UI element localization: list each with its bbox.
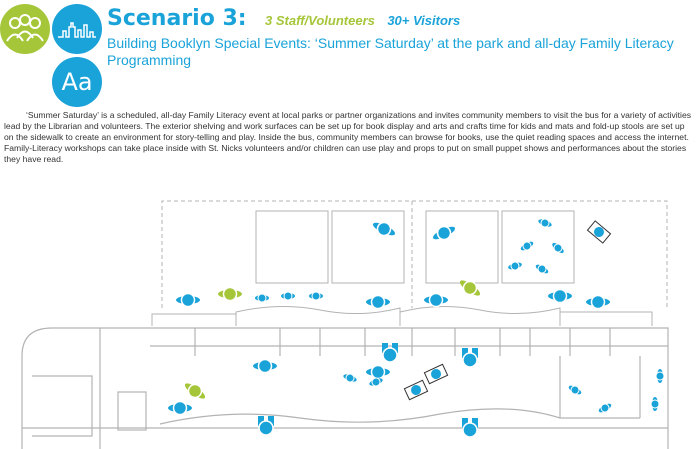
exterior-people: [176, 217, 611, 309]
title-row: [107, 6, 460, 31]
aa-label: Aa: [61, 68, 93, 96]
work-surfaces: [152, 306, 652, 326]
interior-people: [168, 343, 664, 437]
people-group-icon: [0, 4, 50, 54]
description-paragraph: ‘Summer Saturday’ is a scheduled, all-day Family Literacy event at local parks or partner organizations and invites community members to visit the bus for a variety of activities lead by the Librarian and volunteers. The exterior shelving and work surfaces can be set up for book display and arts and crafts time for kids and mats and fold-up stools are set up on the sidewalk to create an environment for story-telling and play. Inside the bus, community members can browse for books, use the quiet reading spaces and access the internet. Family-Literacy workshops can take place inside with St. Nicks volunteers and/or children can use play and props to put on small puppet shows and performances about the stories they have read.: [4, 110, 692, 164]
typography-aa-icon: [52, 57, 102, 107]
visitor-count: 30+ Visitors: [387, 13, 461, 28]
city-skyline-icon: [52, 4, 102, 54]
staff-count: 3 Staff/Volunteers: [265, 13, 375, 28]
bus-floor-plan: [0, 196, 700, 449]
subtitle: Building Booklyn Special Events: ‘Summer Saturday’ at the park and all-day Family Literacy Programming: [107, 35, 674, 68]
scenario-title: Scenario 3:: [107, 6, 247, 31]
